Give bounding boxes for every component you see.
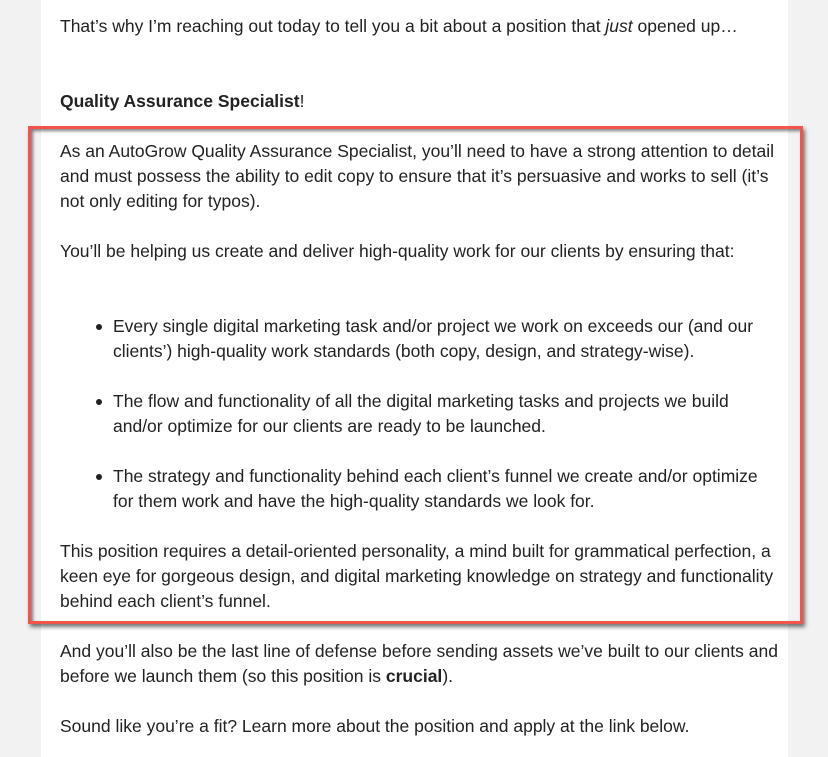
requirements-paragraph: This position requires a detail-oriented personality, a mind built for grammatical perfection, a keen eye for gorgeous design, and digital marketing knowledge on strategy and functionality behind each client’s funnel.: [60, 541, 774, 611]
intro-emphasis: just: [605, 16, 633, 36]
bullet-icon: [96, 399, 102, 405]
list-item-text: The flow and functionality of all the digital marketing tasks and projects we build and/or optimize for our clients are ready to be launched.: [113, 391, 729, 436]
role-description-paragraph: As an AutoGrow Quality Assurance Specialist, you’ll need to have a strong attention to detail and must possess the ability to edit copy to ensure that it’s persuasive and works to sell (it’s not only editing for typos).: [60, 141, 775, 211]
intro-text: That’s why I’m reaching out today to tell you a bit about a position that: [60, 16, 606, 36]
position-title-bold: Quality Assurance Specialist: [60, 91, 300, 111]
defense-text: And you’ll also be the last line of defense before sending assets we’ve built to our clients and before we launch them (so this position is: [60, 641, 778, 686]
defense-emphasis: crucial: [385, 666, 443, 686]
list-item: [92, 464, 772, 514]
list-item-text: Every single digital marketing task and/or project we work on exceeds our (and our clients’) high-quality work standards (both copy, design, and strategy-wise).: [113, 316, 754, 361]
responsibilities-list: [92, 314, 772, 539]
defense-paragraph: [60, 639, 780, 689]
responsibilities-intro: You’ll be helping us create and deliver high-quality work for our clients by ensuring that:: [60, 241, 735, 261]
list-item-text: The strategy and functionality behind each client’s funnel we create and/or optimize for them work and have the high-quality standards we look for.: [113, 466, 758, 511]
position-title: [60, 89, 780, 114]
defense-text-end: ).: [442, 666, 454, 686]
list-item: [92, 389, 772, 439]
intro-paragraph: [60, 14, 780, 39]
closing-paragraph: Sound like you’re a fit? Learn more about the position and apply at the link below.: [60, 716, 690, 736]
bullet-icon: [96, 324, 102, 330]
position-title-suffix: !: [299, 91, 305, 111]
list-item: [92, 314, 772, 364]
bullet-icon: [96, 474, 102, 480]
intro-text-end: opened up…: [632, 16, 738, 36]
